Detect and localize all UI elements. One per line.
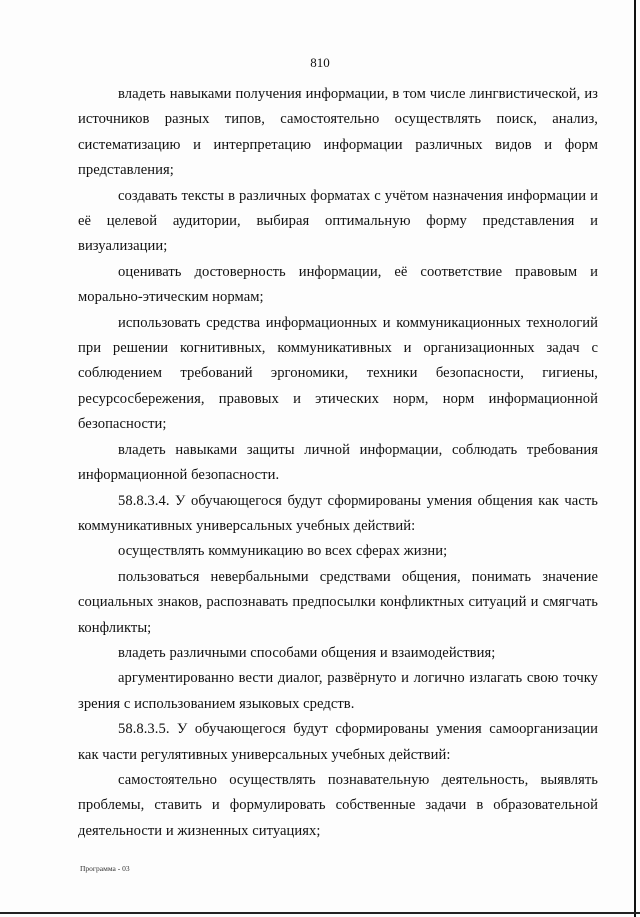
paragraph: владеть навыками получения информации, в том числе лингвистической, из источников разных типов, самостоятельно осуществлять поиск, анализ, систематизацию и интерпретацию информации различных видов и форм представления; — [78, 86, 598, 179]
paragraph: использовать средства информационных и коммуникационных технологий при решении когнитивных, коммуникативных и организационных задач с соблюдением требований эргономики, техники безопасности, гигиены, ресурсосбережения, правовых и этических норм, норм информационной безопасности; — [78, 314, 598, 433]
page-footer: Программа - 03 — [80, 864, 130, 873]
section-heading-paragraph: 58.8.3.4. У обучающегося будут сформированы умения общения как часть коммуникативных универсальных учебных действий: — [78, 492, 598, 534]
paragraph: владеть различными способами общения и взаимодействия; — [118, 644, 496, 661]
paragraph: создавать тексты в различных форматах с учётом назначения информации и её целевой аудитории, выбирая оптимальную форму представления и визуализации; — [78, 187, 598, 255]
scan-edge-right — [634, 0, 636, 917]
scan-edge-bottom — [0, 912, 640, 914]
section-heading-paragraph: 58.8.3.5. У обучающегося будут сформированы умения самоорганизации как части регулятивных универсальных учебных действий: — [78, 721, 598, 763]
paragraph: оценивать достоверность информации, её соответствие правовым и морально-этическим нормам; — [78, 263, 598, 306]
paragraph: осуществлять коммуникацию во всех сферах жизни; — [118, 543, 448, 560]
paragraph: самостоятельно осуществлять познавательную деятельность, выявлять проблемы, ставить и формулировать собственные задачи в образовательной деятельности и жизненных ситуациях; — [78, 771, 598, 839]
paragraph: пользоваться невербальными средствами общения, понимать значение социальных знаков, распознавать предпосылки конфликтных ситуаций и смягчать конфликты; — [78, 568, 598, 636]
paragraph: владеть навыками защиты личной информации, соблюдать требования информационной безопасности. — [78, 441, 598, 484]
page-number: 810 — [310, 55, 330, 70]
body-text — [78, 82, 598, 844]
paragraph: аргументированно вести диалог, развёрнуто и логично излагать свою точку зрения с использованием языковых средств. — [78, 670, 598, 712]
